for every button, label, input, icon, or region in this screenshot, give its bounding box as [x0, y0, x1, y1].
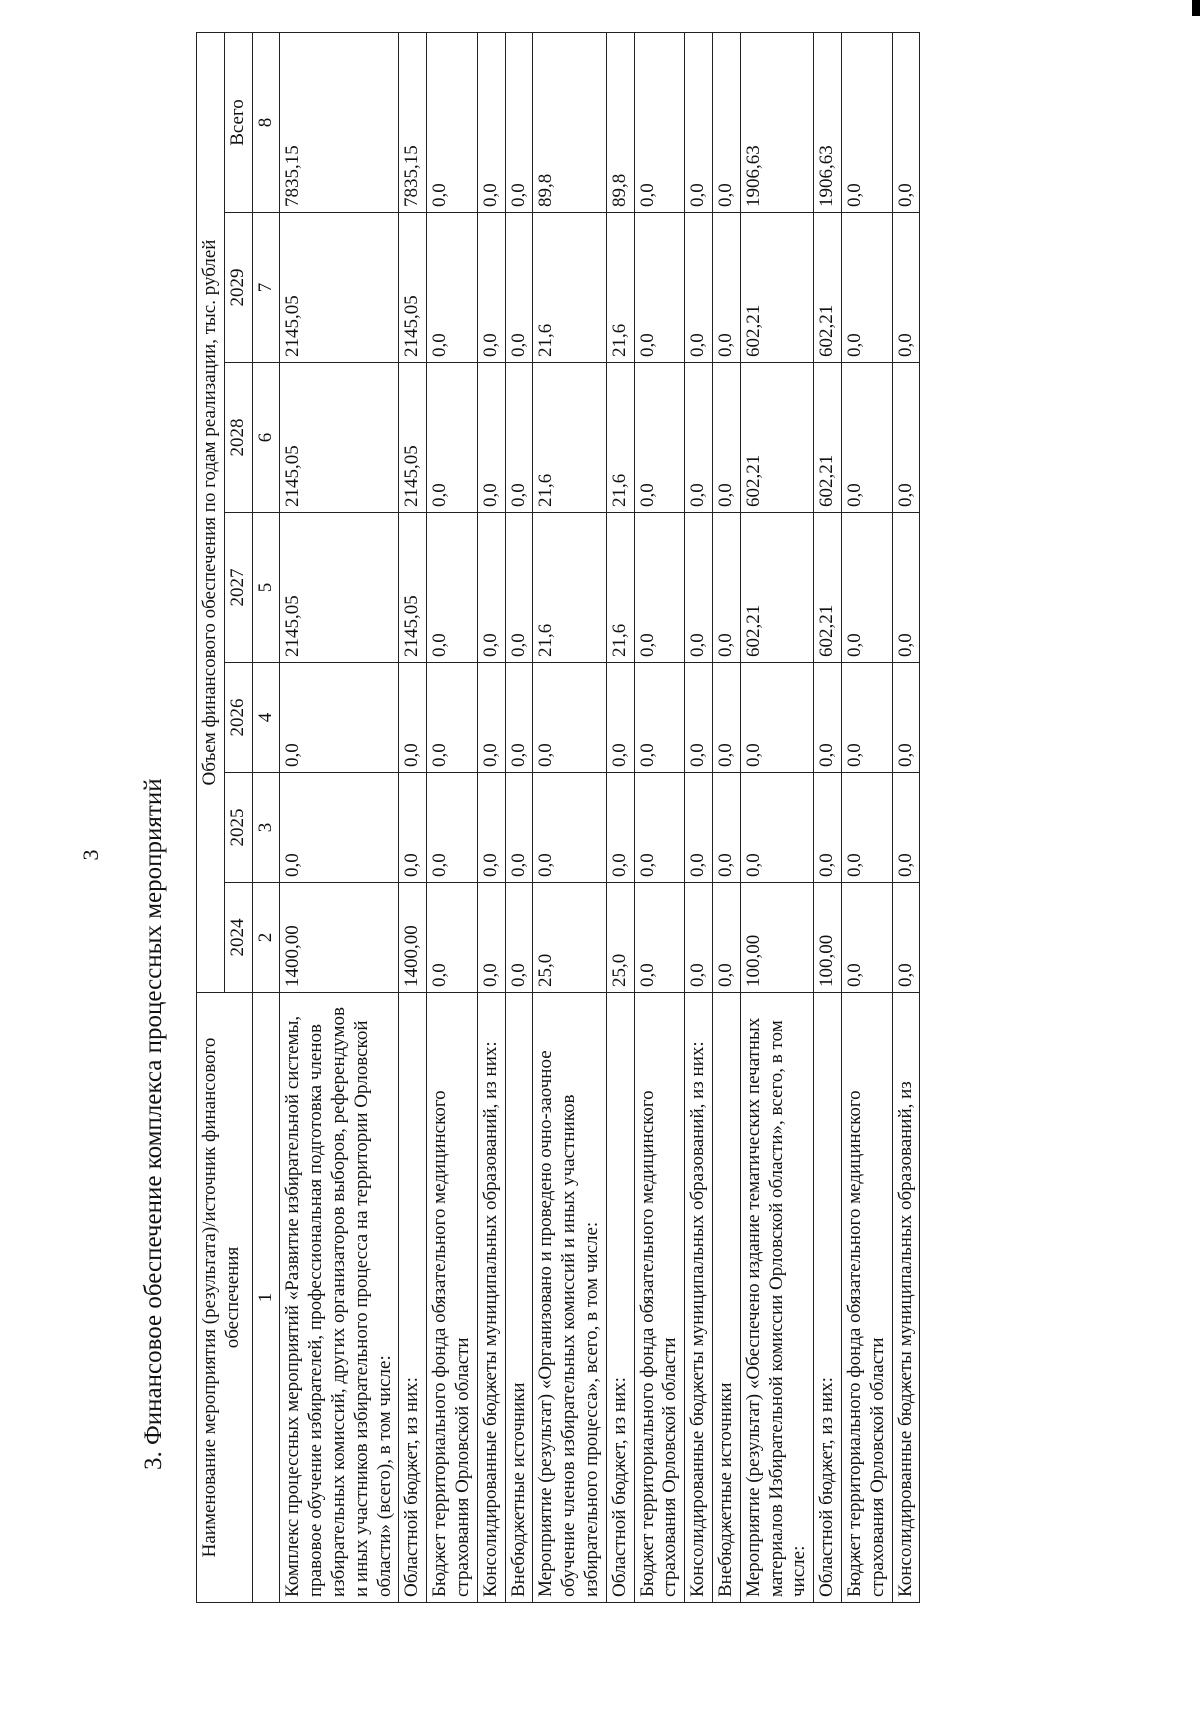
value-cell: 0,0: [477, 883, 505, 993]
value-cell: 0,0: [427, 513, 478, 663]
value-cell: 25,0: [533, 883, 606, 993]
year-2024: 2024: [224, 883, 252, 993]
value-cell: 0,0: [712, 213, 740, 363]
value-cell: 0,0: [505, 213, 533, 363]
value-cell: 0,0: [712, 33, 740, 213]
value-cell: 0,0: [280, 663, 399, 773]
value-cell: 0,0: [427, 363, 478, 513]
value-cell: 0,0: [505, 663, 533, 773]
value-cell: 0,0: [685, 773, 713, 883]
row-name-cell: Внебюджетные источники: [505, 993, 533, 1603]
value-cell: 0,0: [634, 663, 685, 773]
table-row: [814, 33, 842, 1603]
row-name-cell: Мероприятие (результат) «Организовано и проведено очно-заочное обучение членов избирательных комиссий и иных участников избирательного процесса», всего, в том числе:: [533, 993, 606, 1603]
value-cell: 21,6: [606, 513, 634, 663]
colnum-3: 3: [252, 773, 280, 883]
value-cell: 0,0: [427, 773, 478, 883]
value-cell: 0,0: [740, 773, 813, 883]
value-cell: 0,0: [477, 773, 505, 883]
row-name-cell: Бюджет территориального фонда обязательного медицинского страхования Орловской области: [841, 993, 892, 1603]
colnum-2: 2: [252, 883, 280, 993]
value-cell: 0,0: [892, 883, 920, 993]
value-cell: 100,00: [814, 883, 842, 993]
value-cell: 0,0: [477, 663, 505, 773]
value-cell: 7835,15: [399, 33, 427, 213]
colnum-4: 4: [252, 663, 280, 773]
value-cell: 2145,05: [399, 363, 427, 513]
value-cell: 0,0: [634, 883, 685, 993]
value-cell: 0,0: [685, 363, 713, 513]
page-title: 3. Финансовое обеспечение комплекса процессных мероприятий: [140, 778, 167, 1470]
table-row: [685, 33, 713, 1603]
value-cell: 0,0: [477, 33, 505, 213]
value-cell: 0,0: [712, 883, 740, 993]
table-row: [427, 33, 478, 1603]
value-cell: 0,0: [505, 883, 533, 993]
value-cell: 0,0: [634, 33, 685, 213]
value-cell: 21,6: [533, 213, 606, 363]
row-name-cell: Областной бюджет, из них:: [399, 993, 427, 1603]
value-cell: 0,0: [634, 213, 685, 363]
row-name-cell: Консолидированные бюджеты муниципальных образований, из: [892, 993, 920, 1603]
year-2027: 2027: [224, 513, 252, 663]
table-row: [892, 33, 920, 1603]
value-cell: 21,6: [606, 213, 634, 363]
value-cell: 0,0: [427, 883, 478, 993]
value-cell: 602,21: [740, 213, 813, 363]
value-cell: 602,21: [814, 513, 842, 663]
value-cell: 0,0: [814, 663, 842, 773]
value-cell: 0,0: [533, 663, 606, 773]
row-name-cell: Бюджет территориального фонда обязательного медицинского страхования Орловской области: [427, 993, 478, 1603]
value-cell: 25,0: [606, 883, 634, 993]
table-row: [634, 33, 685, 1603]
value-cell: 0,0: [814, 773, 842, 883]
colnum-6: 6: [252, 363, 280, 513]
table-row: [399, 33, 427, 1603]
value-cell: 0,0: [685, 883, 713, 993]
value-cell: 0,0: [841, 663, 892, 773]
value-cell: 7835,15: [280, 33, 399, 213]
row-name-cell: Бюджет территориального фонда обязательного медицинского страхования Орловской области: [634, 993, 685, 1603]
value-cell: 0,0: [685, 663, 713, 773]
value-cell: 0,0: [634, 363, 685, 513]
value-cell: 0,0: [685, 513, 713, 663]
row-name-cell: Областной бюджет, из них:: [814, 993, 842, 1603]
row-name-cell: Внебюджетные источники: [712, 993, 740, 1603]
value-cell: 2145,05: [280, 513, 399, 663]
value-cell: 0,0: [712, 513, 740, 663]
value-cell: 0,0: [841, 213, 892, 363]
row-name-cell: Консолидированные бюджеты муниципальных образований, из них:: [685, 993, 713, 1603]
value-cell: 0,0: [712, 773, 740, 883]
table-row: [740, 33, 813, 1603]
value-cell: 2145,05: [399, 213, 427, 363]
colnum-8: 8: [252, 33, 280, 213]
table-row: [505, 33, 533, 1603]
value-cell: 0,0: [685, 213, 713, 363]
value-cell: 1906,63: [740, 33, 813, 213]
value-cell: 0,0: [892, 663, 920, 773]
colnum-7: 7: [252, 213, 280, 363]
row-name-cell: Консолидированные бюджеты муниципальных образований, из них:: [477, 993, 505, 1603]
value-cell: 0,0: [841, 363, 892, 513]
value-cell: 0,0: [533, 773, 606, 883]
value-cell: 89,8: [533, 33, 606, 213]
value-cell: 0,0: [841, 773, 892, 883]
value-cell: 21,6: [533, 513, 606, 663]
value-cell: 0,0: [634, 513, 685, 663]
value-cell: 2145,05: [280, 213, 399, 363]
value-cell: 0,0: [505, 513, 533, 663]
table-row: [606, 33, 634, 1603]
value-cell: 0,0: [427, 213, 478, 363]
value-cell: 0,0: [399, 663, 427, 773]
header-colnum-row: [252, 33, 280, 1603]
year-2029: 2029: [224, 213, 252, 363]
colnum-1: 1: [252, 993, 280, 1603]
year-2026: 2026: [224, 663, 252, 773]
table-row: [712, 33, 740, 1603]
value-cell: 100,00: [740, 883, 813, 993]
value-cell: 0,0: [505, 363, 533, 513]
value-cell: 602,21: [814, 213, 842, 363]
value-cell: 0,0: [892, 513, 920, 663]
page-number: 3: [78, 849, 103, 861]
value-cell: 0,0: [892, 363, 920, 513]
row-name-cell: Мероприятие (результат) «Обеспечено издание тематических печатных материалов Избирательной комиссии Орловской области», всего, в том числе:: [740, 993, 813, 1603]
value-cell: 602,21: [740, 513, 813, 663]
table-row: [533, 33, 606, 1603]
year-2025: 2025: [224, 773, 252, 883]
header-name-cell: Наименование мероприятия (результата)/источник финансового обеспечения: [197, 993, 253, 1603]
value-cell: 1906,63: [814, 33, 842, 213]
value-cell: 0,0: [477, 213, 505, 363]
row-name-cell: Комплекс процессных мероприятий «Развитие избирательной системы, правовое обучение избирателей, профессиональная подготовка членов избирательных комиссий, других организаторов выборов, референдумов и иных участников избирательного процесса на территории Орловской области» (всего), в том числе:: [280, 993, 399, 1603]
value-cell: 0,0: [606, 773, 634, 883]
table-row: [841, 33, 892, 1603]
value-cell: 0,0: [841, 33, 892, 213]
value-cell: 0,0: [477, 363, 505, 513]
value-cell: 0,0: [606, 663, 634, 773]
value-cell: 0,0: [427, 663, 478, 773]
value-cell: 2145,05: [399, 513, 427, 663]
value-cell: 0,0: [892, 33, 920, 213]
value-cell: 0,0: [634, 773, 685, 883]
financing-table: [196, 32, 920, 1603]
header-volume-cell: Объем финансового обеспечения по годам реализации, тыс. рублей: [197, 33, 225, 993]
value-cell: 0,0: [427, 33, 478, 213]
value-cell: 1400,00: [280, 883, 399, 993]
value-cell: 21,6: [533, 363, 606, 513]
value-cell: 0,0: [477, 513, 505, 663]
value-cell: 0,0: [841, 513, 892, 663]
value-cell: 0,0: [841, 883, 892, 993]
value-cell: 21,6: [606, 363, 634, 513]
value-cell: 1400,00: [399, 883, 427, 993]
value-cell: 89,8: [606, 33, 634, 213]
value-cell: 0,0: [892, 773, 920, 883]
value-cell: 602,21: [814, 363, 842, 513]
row-name-cell: Областной бюджет, из них:: [606, 993, 634, 1603]
value-cell: 0,0: [712, 663, 740, 773]
colnum-5: 5: [252, 513, 280, 663]
table-row: [280, 33, 399, 1603]
year-2028: 2028: [224, 363, 252, 513]
value-cell: 2145,05: [280, 363, 399, 513]
value-cell: 0,0: [740, 663, 813, 773]
value-cell: 602,21: [740, 363, 813, 513]
table-row: [477, 33, 505, 1603]
value-cell: 0,0: [685, 33, 713, 213]
value-cell: 0,0: [399, 773, 427, 883]
value-cell: 0,0: [712, 363, 740, 513]
value-cell: 0,0: [280, 773, 399, 883]
year-total: Всего: [224, 33, 252, 213]
value-cell: 0,0: [505, 773, 533, 883]
value-cell: 0,0: [892, 213, 920, 363]
value-cell: 0,0: [505, 33, 533, 213]
